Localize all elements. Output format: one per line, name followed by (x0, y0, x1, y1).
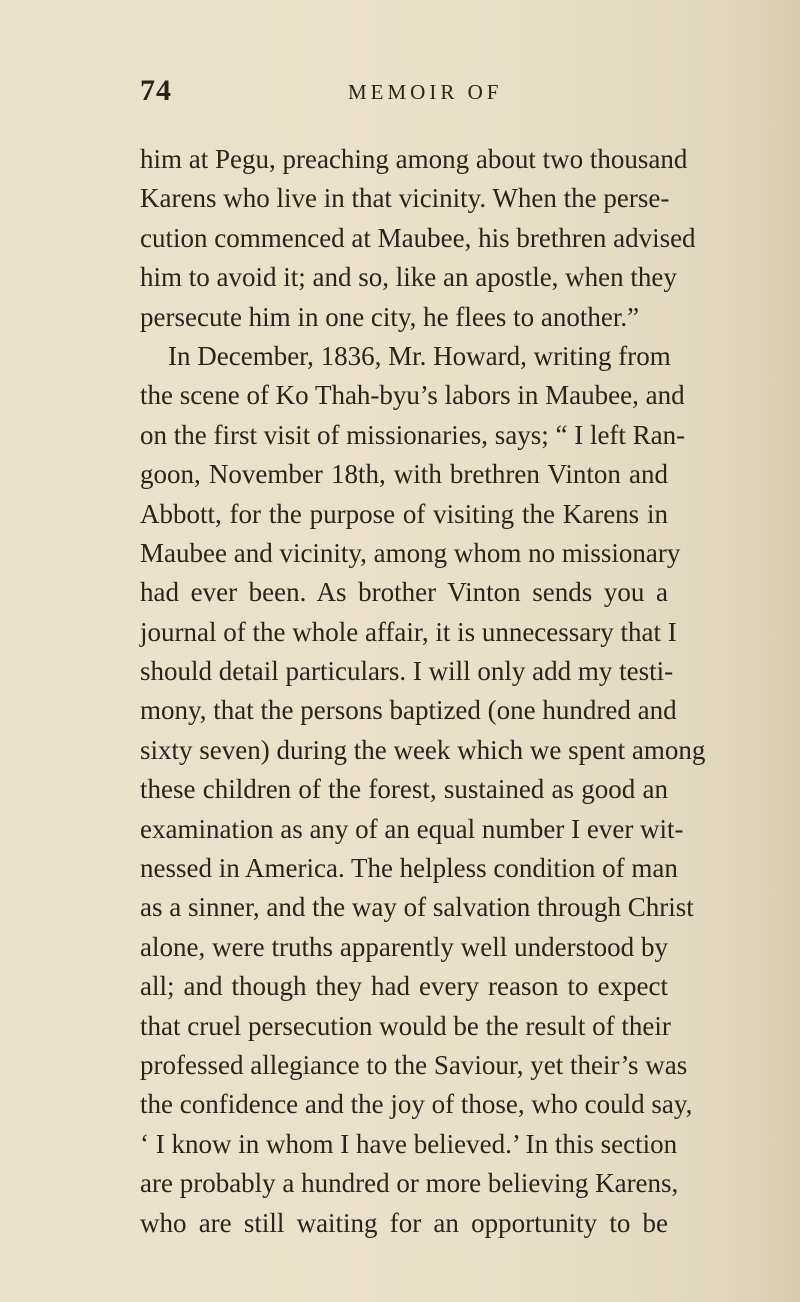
text-line: the scene of Ko Thah-byu’s labors in Maubee, and (140, 380, 685, 411)
text-line: nessed in America. The helpless condition of man (140, 853, 678, 884)
text-line: who are still waiting for an opportunity to be (140, 1207, 668, 1238)
text-line: In December, 1836, Mr. Howard, writing from (168, 340, 671, 371)
text-line: examination as any of an equal number I ever wit- (140, 813, 684, 844)
text-line: journal of the whole affair, it is unnecessary that I (140, 616, 677, 647)
text-line: had ever been. As brother Vinton sends you a (140, 577, 668, 608)
text-line: mony, that the persons baptized (one hundred and (140, 695, 677, 726)
page-number: 74 (140, 74, 172, 107)
text-line: these children of the forest, sustained as good an (140, 774, 668, 805)
text-line: the confidence and the joy of those, who could say, (140, 1089, 693, 1120)
text-line: cution commenced at Maubee, his brethren advised (140, 222, 696, 253)
text-line: him to avoid it; and so, like an apostle, when they (140, 262, 677, 293)
body-text (140, 140, 706, 1243)
text-line: as a sinner, and the way of salvation through Christ (140, 892, 694, 923)
text-line: Abbott, for the purpose of visiting the Karens in (140, 498, 668, 529)
text-line: that cruel persecution would be the result of their (140, 1010, 671, 1041)
text-line: alone, were truths apparently well understood by (140, 931, 668, 962)
text-line: sixty seven) during the week which we spent among (140, 734, 706, 765)
text-line: persecute him in one city, he flees to another.” (140, 301, 640, 332)
text-line: Maubee and vicinity, among whom no missionary (140, 537, 681, 568)
text-line: Karens who live in that vicinity. When the perse- (140, 183, 670, 214)
running-head (0, 74, 800, 108)
text-line: him at Pegu, preaching among about two thousand (140, 144, 688, 174)
text-line: on the first visit of missionaries, says; “ I left Ran- (140, 419, 686, 450)
text-line: should detail particulars. I will only add my testi- (140, 656, 674, 687)
running-head-title: MEMOIR OF (348, 80, 503, 104)
text-line: ‘ I know in whom I have believed.’ In this section (140, 1128, 678, 1159)
text-line: are probably a hundred or more believing Karens, (140, 1168, 679, 1199)
text-line: professed allegiance to the Saviour, yet their’s was (140, 1049, 688, 1080)
text-line: all; and though they had every reason to expect (140, 971, 668, 1002)
text-line: goon, November 18th, with brethren Vinton and (140, 459, 668, 490)
